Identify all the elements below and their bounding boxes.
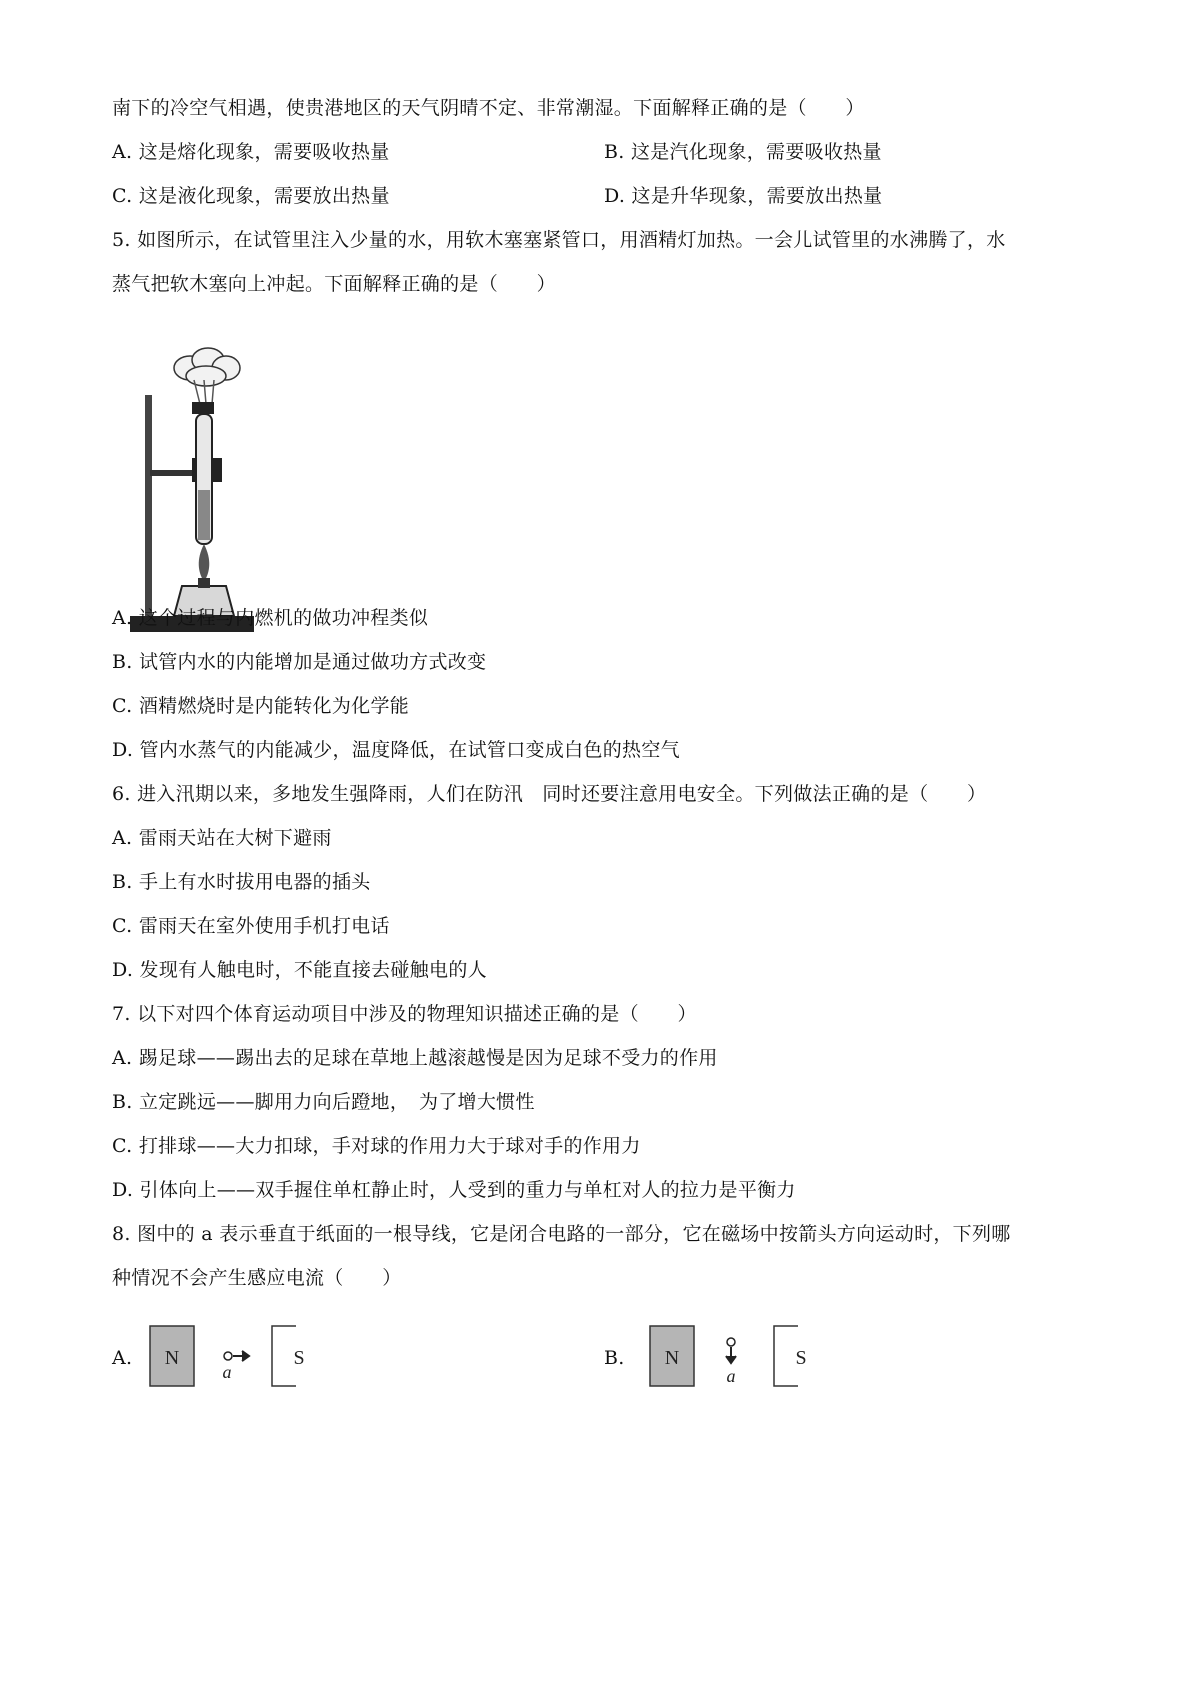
magnet-s — [272, 1326, 296, 1386]
q8-option-b-label: B. — [604, 1347, 625, 1369]
clamp — [150, 470, 198, 476]
q5-option-c: C. 酒精燃烧时是内能转化为化学能 — [112, 695, 410, 717]
flame — [199, 544, 210, 582]
q7-option-b: B. 立定跳远——脚用力向后蹬地， 为了增大惯性 — [112, 1091, 535, 1113]
q5-option-d: D. 管内水蒸气的内能减少，温度降低，在试管口变成白色的热空气 — [112, 739, 680, 761]
arrow-right-icon — [233, 1351, 249, 1361]
q4-option-d: D. 这是升华现象，需要放出热量 — [604, 185, 883, 207]
q5-option-a: A. 这个过程与内燃机的做功冲程类似 — [112, 607, 429, 629]
stand-rod — [145, 395, 152, 627]
q7-option-a: A. 踢足球——踢出去的足球在草地上越滚越慢是因为足球不受力的作用 — [112, 1047, 718, 1069]
magnet-s-label: S — [293, 1347, 305, 1369]
test-tube-apparatus-figure — [130, 340, 280, 640]
q6-option-b: B. 手上有水时拔用电器的插头 — [112, 871, 371, 893]
wire-a-label: a — [222, 1362, 232, 1382]
wire-a-label: a — [726, 1366, 736, 1386]
wire-a — [727, 1338, 735, 1346]
q6-stem: 6. 进入汛期以来，多地发生强降雨，人们在防汛 同时还要注意用电安全。下列做法正确的是（ ） — [112, 783, 987, 805]
q6-option-a: A. 雷雨天站在大树下避雨 — [112, 827, 332, 849]
magnet-s-label: S — [795, 1347, 807, 1369]
q8-stem-line2: 种情况不会产生感应电流（ ） — [112, 1267, 402, 1289]
q6-option-d: D. 发现有人触电时，不能直接去碰触电的人 — [112, 959, 487, 981]
q4-stem: 南下的冷空气相遇，使贵港地区的天气阴晴不定、非常潮湿。下面解释正确的是（ ） — [112, 97, 865, 119]
q4-option-c: C. 这是液化现象，需要放出热量 — [112, 185, 390, 207]
arrow-down-icon — [726, 1347, 736, 1363]
q8-stem-line1: 8. 图中的 a 表示垂直于纸面的一根导线，它是闭合电路的一部分，它在磁场中按箭头方向运动时，下列哪 — [112, 1223, 1011, 1245]
q7-stem: 7. 以下对四个体育运动项目中涉及的物理知识描述正确的是（ ） — [112, 1003, 697, 1025]
q5-stem-line2: 蒸气把软木塞向上冲起。下面解释正确的是（ ） — [112, 273, 556, 295]
q4-option-b: B. 这是汽化现象，需要吸收热量 — [604, 141, 882, 163]
magnet-n-label: N — [164, 1347, 180, 1369]
magnet-s — [774, 1326, 798, 1386]
magnet-n-label: N — [664, 1347, 680, 1369]
q5-stem-line1: 5. 如图所示，在试管里注入少量的水，用软木塞塞紧管口，用酒精灯加热。一会儿试管里的水沸腾了，水 — [112, 229, 1006, 251]
q6-option-c: C. 雷雨天在室外使用手机打电话 — [112, 915, 390, 937]
q7-option-d: D. 引体向上——双手握住单杠静止时，人受到的重力与单杠对人的拉力是平衡力 — [112, 1179, 796, 1201]
q8-option-b-figure — [648, 1318, 828, 1398]
q4-option-a: A. 这是熔化现象，需要吸收热量 — [112, 141, 390, 163]
q8-option-a-label: A. — [112, 1347, 133, 1369]
q8-option-a-figure — [148, 1322, 328, 1392]
steam-cloud — [174, 348, 240, 386]
q5-option-b: B. 试管内水的内能增加是通过做功方式改变 — [112, 651, 487, 673]
wire-a — [224, 1352, 232, 1360]
q7-option-c: C. 打排球——大力扣球，手对球的作用力大于球对手的作用力 — [112, 1135, 641, 1157]
cork — [192, 402, 214, 414]
